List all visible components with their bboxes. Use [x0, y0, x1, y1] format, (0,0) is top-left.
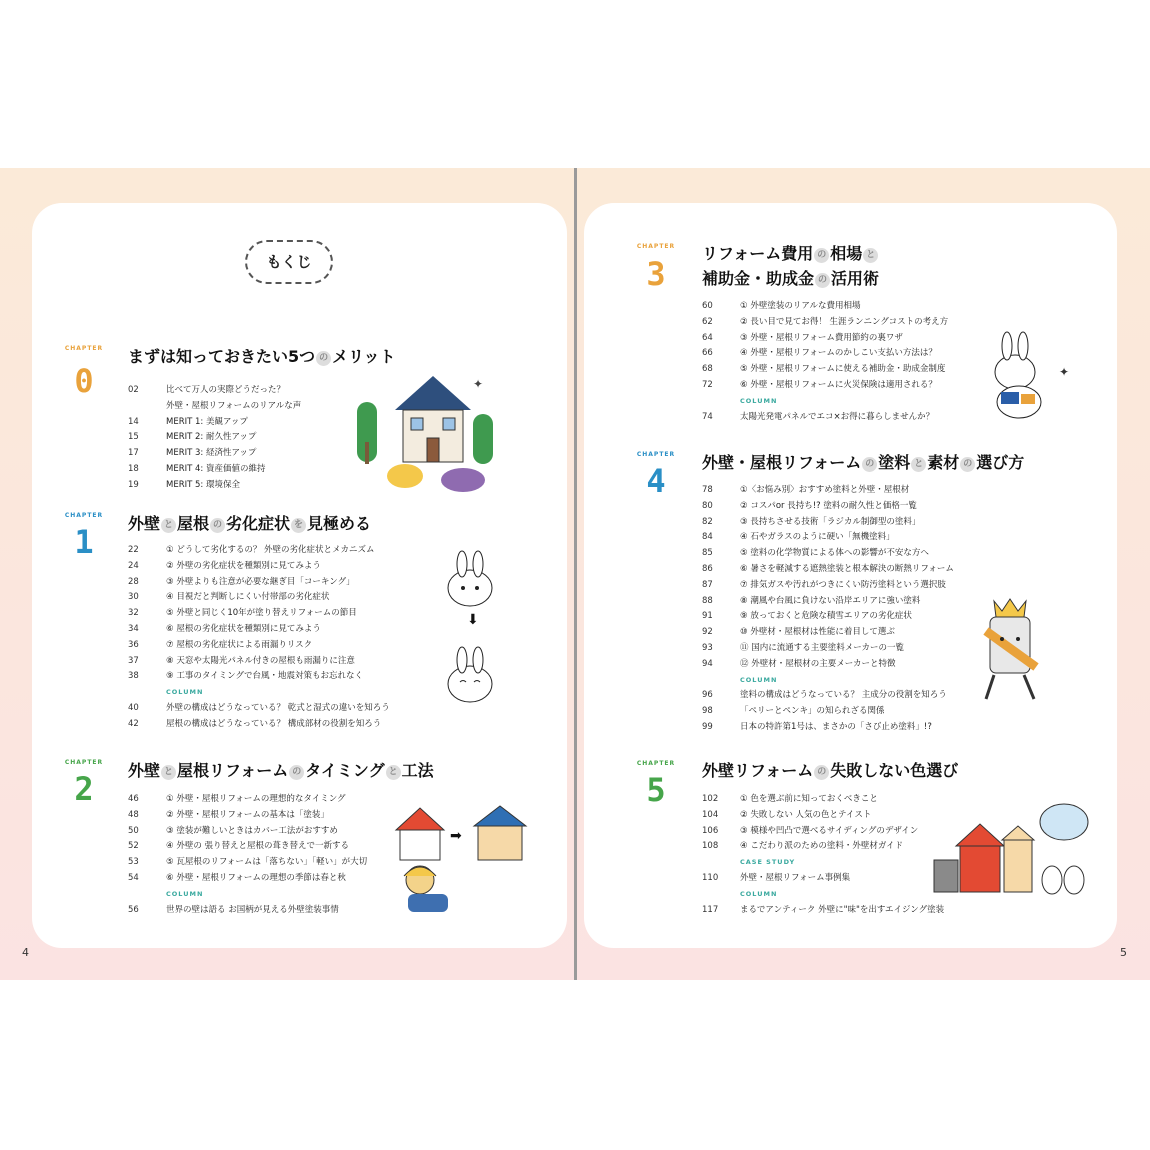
toc-entry-text: 世界の壁は語る お国柄が見える外壁塗装事情 — [166, 904, 339, 915]
house-illustration — [345, 372, 495, 500]
toc-entry[interactable] — [702, 792, 912, 808]
title-segment: タイミング — [305, 761, 385, 780]
toc-page-number: 24 — [128, 560, 139, 571]
toc-entry-text: ⑤ 外壁・屋根リフォームに使える補助金・助成金制度 — [740, 364, 946, 375]
title-segment: 素材 — [927, 453, 960, 472]
toc-page-number: 98 — [702, 706, 713, 717]
toc-section-label — [702, 855, 912, 871]
toc-title: もくじ — [245, 240, 333, 284]
title-particle: と — [161, 765, 176, 780]
title-segment: 外壁・屋根リフォーム — [702, 453, 862, 472]
title-particle: と — [911, 457, 926, 472]
toc-page-number: 34 — [128, 623, 139, 634]
title-segment: 塗料 — [878, 453, 911, 472]
toc-entry[interactable] — [702, 346, 952, 362]
toc-page-number: 87 — [702, 579, 713, 590]
toc-page-number: 88 — [702, 595, 713, 606]
toc-entry[interactable] — [128, 903, 338, 919]
toc-entry-text: ① どうして劣化するの？ 外壁の劣化症状とメカニズム — [166, 545, 375, 555]
toc-entry-text: 比べて万人の実際どうだった？ — [166, 385, 286, 395]
toc-entry-text: ③ 外壁よりも注意が必要な継ぎ目「コーキング」 — [166, 576, 355, 587]
toc-page-number: 50 — [128, 825, 139, 836]
toc-page-number: 86 — [702, 563, 713, 574]
toc-entry[interactable] — [702, 331, 952, 347]
toc-entry-text: ⑧ 天窓や太陽光パネル付きの屋根も雨漏りに注意 — [166, 655, 355, 666]
title-segment: 外壁 — [128, 514, 161, 533]
toc-entry-text: MERIT 4: 資産価値の維持 — [166, 463, 266, 474]
toc-entry-text: ④ 石やガラスのように硬い「無機塗料」 — [740, 532, 895, 543]
toc-entry[interactable] — [702, 578, 952, 594]
toc-page-number — [128, 685, 166, 701]
toc-entry-text: ⑤ 瓦屋根のリフォームは「落ちない」「軽い」が大切 — [166, 857, 368, 868]
toc-entry[interactable] — [702, 839, 912, 855]
toc-page-number: 46 — [128, 794, 139, 804]
svg-text:⬇: ⬇ — [467, 612, 479, 628]
toc-entry[interactable] — [128, 871, 346, 887]
toc-page-number — [128, 399, 166, 415]
title-segment: 活用術 — [831, 269, 880, 288]
toc-page-number: 56 — [128, 904, 139, 915]
toc-page-number: 93 — [702, 642, 713, 653]
toc-list — [128, 792, 368, 918]
svg-text:➡: ➡ — [450, 828, 462, 844]
toc-entry[interactable] — [128, 415, 328, 431]
toc-entry[interactable] — [128, 462, 328, 478]
rabbit-illustration — [440, 552, 512, 727]
toc-entry[interactable] — [128, 855, 368, 871]
toc-entry[interactable] — [702, 410, 952, 426]
toc-entry[interactable] — [702, 546, 952, 562]
chapter-title — [128, 758, 434, 783]
toc-entry[interactable] — [128, 717, 388, 733]
chapter-title — [702, 758, 958, 783]
toc-entry[interactable] — [702, 704, 952, 720]
toc-entry-text: MERIT 2: 耐久性アップ — [166, 432, 257, 443]
toc-entry[interactable] — [702, 657, 952, 673]
toc-page-number: 22 — [128, 545, 139, 555]
title-segment: 外壁 — [128, 761, 161, 780]
toc-entry-text: ⑥ 屋根の劣化症状を種類別に見てみよう — [166, 623, 321, 634]
chapter-title — [702, 241, 879, 291]
toc-page-number: 17 — [128, 448, 139, 459]
toc-entry-text: ⑪ 国内に流通する主要塗料メーカーの一覧 — [740, 642, 905, 653]
toc-page-number: 64 — [702, 332, 713, 343]
toc-entry[interactable] — [702, 903, 945, 919]
toc-list — [128, 543, 388, 733]
worker-houses-illustration — [390, 800, 538, 915]
toc-entry[interactable] — [128, 824, 338, 840]
toc-page-number: 80 — [702, 500, 713, 511]
toc-entry[interactable] — [702, 499, 952, 515]
toc-page-number: 91 — [702, 611, 713, 622]
toc-entry[interactable] — [128, 543, 388, 559]
toc-entry-text: 外壁・屋根リフォーム事例集 — [740, 872, 851, 883]
title-segment: メリット — [332, 347, 396, 366]
toc-entry[interactable] — [128, 478, 328, 494]
title-particle: と — [386, 765, 401, 780]
toc-page-number: 104 — [702, 809, 719, 820]
toc-entry-text: ⑩ 外壁材・屋根材は性能に着目して選ぶ — [740, 627, 895, 638]
toc-page-number: 94 — [702, 658, 713, 669]
toc-page-number: 68 — [702, 364, 713, 375]
title-particle: を — [291, 518, 306, 533]
toc-entry-text: ④ 外壁の 張り替えと屋根の葺き替えで一新する — [166, 841, 350, 852]
svg-text:✦: ✦ — [473, 377, 484, 391]
toc-list — [128, 383, 328, 494]
toc-entry-text: 屋根の構成はどうなっている？ 構成部材の役割を知ろう — [166, 718, 382, 729]
toc-page-number: 15 — [128, 432, 139, 443]
toc-entry-text: ⑦ 屋根の劣化症状による雨漏りリスク — [166, 639, 313, 650]
toc-page-number: 53 — [128, 857, 139, 868]
toc-page-number: 60 — [702, 301, 713, 311]
toc-entry[interactable] — [702, 641, 952, 657]
toc-page-number: 52 — [128, 841, 139, 852]
toc-entry-text: ④ 外壁・屋根リフォームのかしこい支払い方法は？ — [740, 348, 937, 359]
toc-entry-text: ⑦ 排気ガスや汚れがつきにくい防汚塗料という選択肢 — [740, 579, 946, 590]
toc-entry[interactable] — [702, 688, 952, 704]
title-particle: の — [210, 518, 225, 533]
chapter-number: 5 — [646, 771, 666, 809]
chapter-number: 0 — [74, 362, 94, 400]
toc-page-number: 110 — [702, 872, 719, 883]
toc-entry-text: ④ こだわり派のための塗料・外壁材ガイド — [740, 841, 904, 852]
toc-entry-text: COLUMN — [166, 889, 204, 898]
chapter-number: 2 — [74, 770, 94, 808]
toc-entry-text: 「ペリーとペンキ」の知られざる関係 — [740, 706, 885, 717]
toc-entry-text: ⑥ 外壁・屋根リフォームに火災保険は適用される？ — [740, 379, 937, 390]
title-segment: 相場 — [830, 244, 863, 263]
toc-page-number: 82 — [702, 516, 713, 527]
toc-section-label — [128, 887, 338, 903]
toc-entry-text: COLUMN — [166, 688, 204, 697]
toc-page-number: 72 — [702, 379, 713, 390]
toc-page-number: 14 — [128, 416, 139, 427]
toc-entry-text: ⑨ 工事のタイミングで台風・地震対策もお忘れなく — [166, 671, 363, 682]
toc-entry[interactable] — [702, 720, 952, 736]
toc-entry[interactable] — [128, 590, 388, 606]
title-particle: の — [814, 248, 829, 263]
page-number-left: 4 — [22, 946, 29, 959]
toc-entry[interactable] — [128, 654, 388, 670]
toc-section-label — [702, 673, 952, 689]
chapter-label: CHAPTER — [636, 760, 676, 767]
title-particle: の — [960, 457, 975, 472]
title-segment: 劣化症状 — [226, 514, 291, 533]
toc-page-number — [702, 855, 740, 871]
toc-entry-text: ② 外壁・屋根リフォームの基本は「塗装」 — [166, 809, 329, 820]
toc-entry[interactable] — [702, 871, 912, 887]
title-segment: 工法 — [401, 761, 434, 780]
toc-page-number: 40 — [128, 702, 139, 713]
toc-entry[interactable] — [128, 839, 350, 855]
toc-entry-text: ① 外壁・屋根リフォームの理想的なタイミング — [166, 794, 346, 804]
chapter-label: CHAPTER — [636, 451, 676, 458]
toc-entry-text: ② コスパor 長持ち!? 塗料の耐久性と価格一覧 — [740, 500, 917, 511]
title-particle: の — [814, 765, 829, 780]
toc-section-label — [128, 685, 388, 701]
toc-list — [702, 299, 952, 425]
toc-entry-text: ② 長い目で見てお得！ 生涯ランニングコストの考え方 — [740, 316, 949, 327]
toc-page-number: 48 — [128, 809, 139, 820]
toc-page-number: 54 — [128, 872, 139, 883]
toc-entry[interactable] — [128, 622, 388, 638]
toc-page-number: 96 — [702, 690, 713, 701]
toc-entry[interactable] — [128, 792, 346, 808]
toc-entry[interactable] — [702, 378, 952, 394]
toc-page-number: 32 — [128, 608, 139, 619]
colored-houses-illustration — [928, 800, 1088, 900]
toc-entry-text: ⑤ 外壁と同じく10年が塗り替えリフォームの節目 — [166, 608, 357, 619]
toc-entry-text: 太陽光発電パネルでエコ×お得に暮らしませんか？ — [740, 411, 935, 422]
toc-page-number: 99 — [702, 721, 713, 732]
toc-entry[interactable] — [702, 562, 952, 578]
toc-entry[interactable] — [702, 483, 952, 499]
toc-entry[interactable] — [702, 315, 952, 331]
chapter-number: 1 — [74, 523, 94, 561]
title-segment: 選び方 — [976, 453, 1025, 472]
toc-entry[interactable] — [702, 594, 952, 610]
toc-entry-text: ⑨ 放っておくと危険な積雪エリアの劣化症状 — [740, 611, 912, 622]
toc-entry-text: ①〈お悩み別〉おすすめ塗料と外壁・屋根材 — [740, 485, 910, 495]
page-number-right: 5 — [1120, 946, 1127, 959]
toc-entry[interactable] — [702, 515, 952, 531]
toc-entry-text: ⑥ 外壁・屋根リフォームの理想の季節は春と秋 — [166, 872, 346, 883]
chapter-title — [128, 511, 371, 536]
toc-page-number: 102 — [702, 794, 719, 804]
toc-entry-text: ③ 模様や凹凸で選べるサイディングのデザイン — [740, 825, 919, 836]
toc-entry[interactable] — [128, 446, 328, 462]
toc-entry[interactable] — [128, 638, 388, 654]
toc-page-number — [702, 887, 740, 903]
title-segment: 補助金・助成金 — [702, 269, 815, 288]
toc-page-number: 18 — [128, 463, 139, 474]
toc-entry[interactable] — [128, 808, 338, 824]
toc-entry-text: ① 外壁塗装のリアルな費用相場 — [740, 301, 861, 311]
toc-entry-text: ③ 塗装が難しいときはカバー工法がおすすめ — [166, 825, 338, 836]
toc-entry[interactable] — [702, 299, 952, 315]
toc-entry-text: ② 失敗しない 人気の色とテイスト — [740, 809, 872, 820]
toc-page-number — [128, 887, 166, 903]
toc-entry-text: ③ 長持ちさせる技術「ラジカル制御型の塗料」 — [740, 516, 921, 527]
toc-page-number: 85 — [702, 548, 713, 559]
toc-entry-text: ④ 目視だと判断しにくい付帯部の劣化症状 — [166, 592, 330, 603]
toc-entry[interactable] — [128, 575, 388, 591]
title-particle: の — [289, 765, 304, 780]
toc-list — [702, 792, 945, 918]
toc-entry-text: COLUMN — [740, 396, 778, 405]
toc-entry[interactable] — [128, 701, 388, 717]
toc-entry-text: ⑫ 外壁材・屋根材の主要メーカーと特徴 — [740, 658, 896, 669]
chapter-label: CHAPTER — [636, 243, 676, 250]
toc-page-number: 28 — [128, 576, 139, 587]
toc-entry-text: ③ 外壁・屋根リフォーム費用節約の裏ワザ — [740, 332, 903, 343]
toc-entry-text: ① 色を選ぶ前に知っておくべきこと — [740, 794, 878, 804]
title-segment: 失敗しない色選び — [830, 761, 959, 780]
toc-section-label — [702, 887, 912, 903]
toc-page-number: 92 — [702, 627, 713, 638]
toc-entry-text: COLUMN — [740, 675, 778, 684]
toc-page-number: 84 — [702, 532, 713, 543]
toc-entry-text: MERIT 3: 経済性アップ — [166, 448, 257, 459]
chapter-title — [702, 450, 1024, 475]
title-segment: 見極める — [307, 514, 372, 533]
toc-entry[interactable] — [128, 606, 388, 622]
title-particle: の — [815, 273, 830, 288]
toc-entry-text: ⑧ 潮風や台風に負けない沿岸エリアに強い塗料 — [740, 595, 921, 606]
toc-page-number — [702, 394, 740, 410]
toc-entry-text: ⑤ 塗料の化学物質による体への影響が不安な方へ — [740, 548, 929, 559]
toc-entry-text: COLUMN — [740, 889, 778, 898]
title-segment: 外壁リフォーム — [702, 761, 814, 780]
toc-entry-text: 外壁・屋根リフォームのリアルな声 — [166, 400, 302, 411]
toc-page-number: 02 — [128, 385, 139, 395]
chapter-number: 4 — [646, 462, 666, 500]
toc-entry[interactable] — [128, 430, 328, 446]
toc-page-number: 66 — [702, 348, 713, 359]
toc-entry-text: MERIT 5: 環境保全 — [166, 479, 240, 490]
toc-page-number: 108 — [702, 841, 719, 852]
title-segment: リフォーム費用 — [702, 244, 814, 263]
toc-entry[interactable] — [702, 362, 952, 378]
toc-page-number: 42 — [128, 718, 139, 729]
toc-page-number: 37 — [128, 655, 139, 666]
toc-entry-text: まるでアンティーク 外壁に"味"を出すエイジング塗装 — [740, 904, 945, 915]
toc-page-number: 19 — [128, 479, 139, 490]
toc-page-number: 117 — [702, 904, 719, 915]
title-segment: まずは知っておきたい5つ — [128, 347, 316, 366]
toc-entry[interactable] — [702, 824, 919, 840]
title-segment: 屋根 — [177, 514, 210, 533]
toc-page-number: 106 — [702, 825, 719, 836]
chapter-label: CHAPTER — [64, 345, 104, 352]
toc-page-number: 38 — [128, 671, 139, 682]
toc-page-number — [702, 673, 740, 689]
chapter-number: 3 — [646, 255, 666, 293]
toc-entry-text: CASE STUDY — [740, 858, 796, 867]
toc-entry[interactable] — [128, 559, 388, 575]
toc-page-number: 78 — [702, 485, 713, 495]
title-particle: と — [161, 518, 176, 533]
toc-entry-text: 塗料の構成はどうなっている？ 主成分の役割を知ろう — [740, 690, 947, 701]
toc-entry-text: 日本の特許第1号は、まさかの「さび止め塗料」!? — [740, 721, 932, 732]
chapter-title — [128, 344, 396, 369]
chapter-label: CHAPTER — [64, 759, 104, 766]
paint-can-king-illustration — [972, 595, 1052, 713]
toc-entry-text: 外壁の構成はどうなっている？ 乾式と湿式の違いを知ろう — [166, 702, 390, 713]
title-segment: 屋根リフォーム — [177, 761, 289, 780]
toc-list — [702, 483, 952, 736]
title-particle: の — [862, 457, 877, 472]
toc-entry[interactable] — [702, 609, 952, 625]
chapter-label: CHAPTER — [64, 512, 104, 519]
toc-entry-text: ② 外壁の劣化症状を種類別に見てみよう — [166, 560, 321, 571]
toc-page-number: 62 — [702, 316, 713, 327]
toc-section-label — [702, 394, 952, 410]
toc-page-number: 30 — [128, 592, 139, 603]
toc-entry[interactable] — [128, 669, 388, 685]
book-gutter — [574, 168, 577, 980]
toc-entry-text: ⑥ 暑さを軽減する遮熱塗装と根本解決の断熱リフォーム — [740, 563, 954, 574]
toc-page-number: 74 — [702, 411, 713, 422]
toc-entry[interactable] — [702, 625, 952, 641]
toc-page-number: 36 — [128, 639, 139, 650]
toc-entry-text: MERIT 1: 美観アップ — [166, 416, 248, 427]
svg-text:✦: ✦ — [1059, 365, 1070, 379]
title-particle: と — [863, 248, 878, 263]
toc-entry[interactable] — [702, 808, 912, 824]
toc-entry[interactable] — [128, 399, 328, 415]
toc-entry[interactable] — [702, 530, 952, 546]
rabbit-wallet-illustration — [985, 330, 1080, 420]
title-particle: の — [316, 351, 331, 366]
toc-entry[interactable] — [128, 383, 328, 399]
